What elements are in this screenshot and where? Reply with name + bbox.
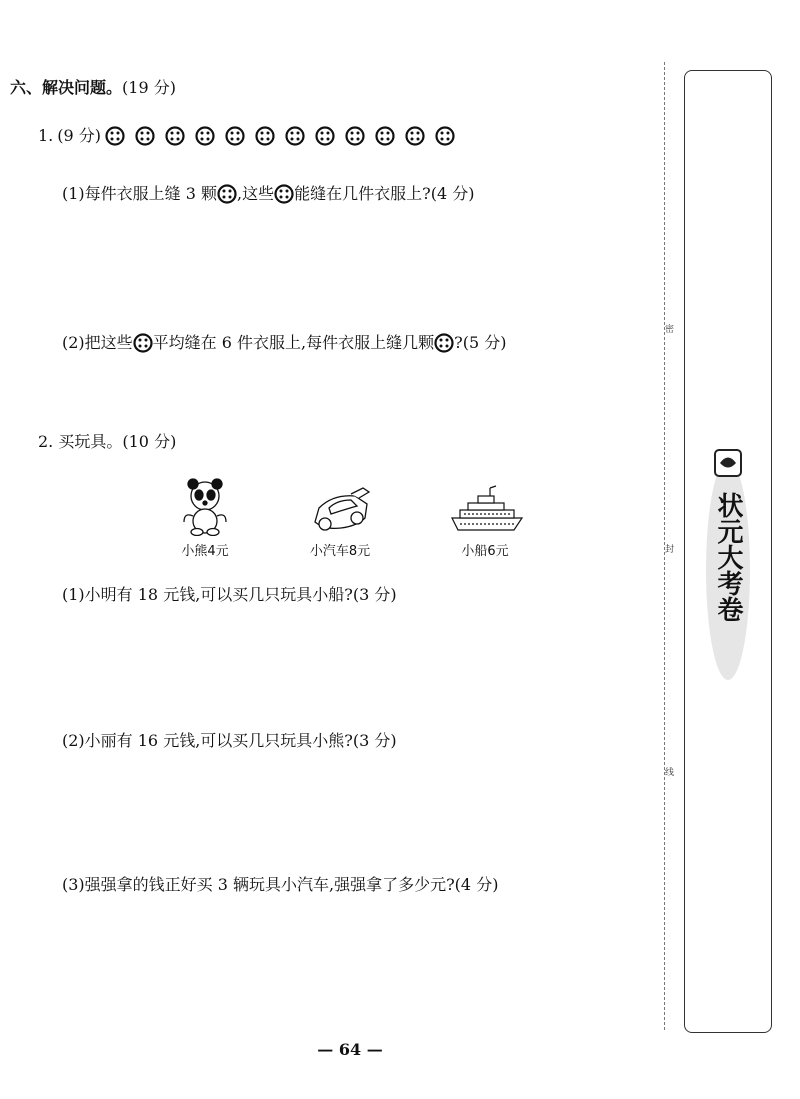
button-icon <box>375 126 395 146</box>
car-icon <box>285 478 395 536</box>
button-icon <box>315 126 335 146</box>
q2-sub3: (3)强强拿的钱正好买 3 辆玩具小汽车,强强拿了多少元?(4 分) <box>62 875 499 894</box>
button-icon <box>195 126 215 146</box>
q1-sub2-mid: 平均缝在 6 件衣服上,每件衣服上缝几颗 <box>152 333 435 352</box>
section-score: (19 分) <box>122 78 176 97</box>
q1-sub1-mid: ,这些 <box>237 184 275 203</box>
q1-sub2 <box>62 333 506 353</box>
q1-score: (9 分) <box>57 126 102 145</box>
q1-number: 1. <box>38 126 54 145</box>
button-icon <box>133 333 153 353</box>
section-heading <box>10 78 176 98</box>
q2-title: 买玩具。 <box>58 432 123 451</box>
margin-char-2: 封 <box>665 545 675 555</box>
button-icon <box>274 184 294 204</box>
button-icon <box>255 126 275 146</box>
q1-sub1 <box>62 184 474 204</box>
q1-header <box>38 126 455 146</box>
toy-car <box>285 478 395 559</box>
brand-text: 状元大考卷 <box>713 492 743 622</box>
q2-score: (10 分) <box>122 432 177 451</box>
margin-char-3: 线 <box>665 768 675 778</box>
toy-label: 小船6元 <box>461 544 509 559</box>
ship-icon <box>430 478 540 536</box>
toy-panda <box>150 478 260 559</box>
button-icon <box>435 126 455 146</box>
button-icon <box>225 126 245 146</box>
button-icon <box>217 184 237 204</box>
button-icon <box>165 126 185 146</box>
q2-sub1: (1)小明有 18 元钱,可以买几只玩具小船?(3 分) <box>62 585 397 604</box>
toy-label: 小汽车8元 <box>309 544 371 559</box>
q1-sub2-post: ?(5 分) <box>454 333 507 352</box>
q1-sub1-post: 能缝在几件衣服上?(4 分) <box>294 184 475 203</box>
page-number: — 64 — <box>317 1040 383 1059</box>
q2-number: 2. <box>38 432 54 451</box>
button-icon <box>405 126 425 146</box>
toy-ship <box>430 478 540 559</box>
q2-header <box>38 432 176 452</box>
q1-sub2-pre: (2)把这些 <box>62 333 133 352</box>
toy-label: 小熊4元 <box>181 544 229 559</box>
button-icon <box>434 333 454 353</box>
q1-sub1-pre: (1)每件衣服上缝 3 颗 <box>62 184 218 203</box>
q2-sub2: (2)小丽有 16 元钱,可以买几只玩具小熊?(3 分) <box>62 731 397 750</box>
button-icon <box>105 126 125 146</box>
panda-icon <box>150 478 260 536</box>
section-title: 六、解决问题。 <box>10 78 123 97</box>
button-icon <box>345 126 365 146</box>
button-icon <box>135 126 155 146</box>
button-icon <box>285 126 305 146</box>
button-row <box>105 126 455 146</box>
brand-logo <box>700 440 756 690</box>
margin-char-1: 密 <box>665 325 675 335</box>
